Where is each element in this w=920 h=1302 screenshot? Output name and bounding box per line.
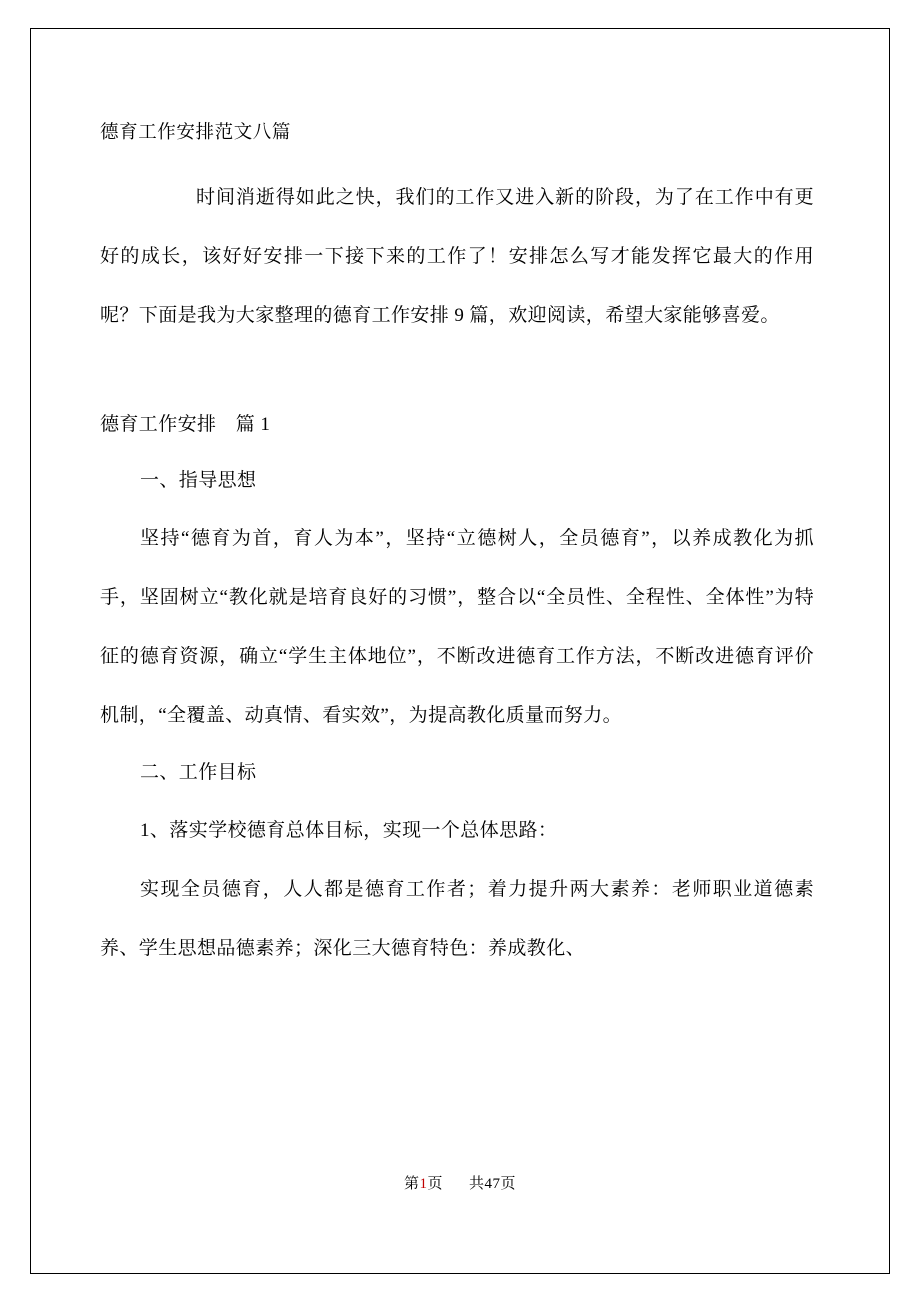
page-title: 德育工作安排范文八篇 — [100, 123, 292, 143]
footer-page-number: 1 — [419, 1176, 428, 1192]
paragraph-goal-detail: 实现全员德育，人人都是德育工作者；着力提升两大素养：老师职业道德素养、学生思想品德素养；深化三大德育特色：养成教化、 — [100, 879, 814, 959]
spacer — [100, 345, 814, 397]
footer-current-suffix: 页 — [427, 1176, 443, 1192]
section-label: 德育工作安排 篇 1 — [100, 414, 271, 435]
document-content — [100, 118, 814, 978]
heading-guiding-thought: 一、指导思想 — [140, 470, 257, 491]
paragraph-guiding-thought: 坚持“德育为首，育人为本”，坚持“立德树人，全员德育”，以养成教化为抓手，坚固树立“教化就是培育良好的习惯”，整合以“全员性、全程性、全体性”为特征的德育资源，确立“学生主体地位”，不断改进德育工作方法，不断改进德育评价机制，“全覆盖、动真情、看实效”，为提高教化质量而努力。 — [100, 528, 814, 726]
footer-total-pages: 47 — [484, 1176, 501, 1192]
footer-total-suffix: 页 — [500, 1176, 517, 1192]
footer-total-prefix: 共 — [469, 1176, 485, 1192]
page-footer — [0, 1172, 920, 1193]
paragraph-goal-1: 1、落实学校德育总体目标，实现一个总体思路： — [140, 820, 558, 841]
intro-paragraph: 时间消逝得如此之快，我们的工作又进入新的阶段，为了在工作中有更好的成长，该好好安排一下接下来的工作了！安排怎么写才能发挥它最大的作用呢？下面是我为大家整理的德育工作安排 9 篇，欢迎阅读，希望大家能够喜爱。 — [100, 187, 814, 326]
heading-work-goals: 二、工作目标 — [140, 762, 257, 783]
footer-current-prefix: 第 — [403, 1176, 420, 1192]
